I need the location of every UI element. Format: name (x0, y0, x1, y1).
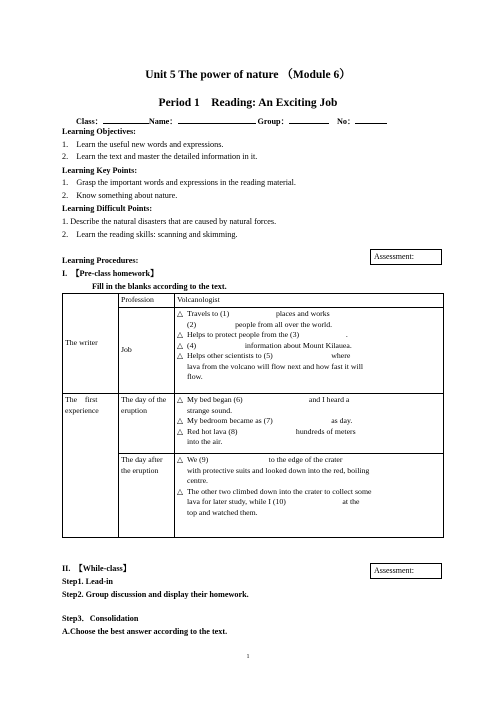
day-of-text[interactable]: My bedroom became as (7) as day. (187, 416, 353, 425)
page-title (0, 66, 496, 82)
fill-instruction: Fill in the blanks according to the text. (92, 282, 227, 291)
key-point-item: 1. Grasp the important words and expressions in the reading material. (62, 178, 296, 187)
no-label: No： (336, 117, 356, 126)
assessment-box-2[interactable] (370, 563, 442, 579)
name-label: Name： (148, 117, 178, 126)
day-after-text: The other two climbed down into the crater to collect some (187, 486, 372, 496)
first-experience-cell (63, 394, 119, 538)
day-after-text[interactable]: We (9) to the edge of the crater (187, 455, 343, 464)
key-points-heading: Learning Key Points: (62, 166, 138, 175)
class-label: Class： (76, 117, 103, 126)
day-after-item-6 (177, 508, 441, 519)
page-subtitle (0, 94, 496, 110)
difficult-point-item: 1. Describe the natural disasters that are caused by natural forces. (62, 217, 277, 226)
step1-lead-in: Step1. Lead-in (62, 577, 113, 586)
triangle-icon: △ (177, 426, 183, 436)
step3-consolidation: Step3．Consolidation (62, 614, 139, 623)
profession-label: Profession (121, 295, 154, 304)
job-item-3 (177, 330, 441, 341)
day-after-label: The day after the eruption (121, 455, 163, 475)
procedures-heading: Learning Procedures: (62, 256, 139, 265)
key-point-item: 2. Know something about nature. (62, 191, 178, 200)
job-items-cell (175, 308, 444, 394)
triangle-icon: △ (177, 340, 183, 350)
section-pre-class: I. 【Pre-class homework】 (62, 269, 159, 278)
day-after-item-4 (177, 487, 441, 498)
objective-item: 2. Learn the text and master the detailed information in it. (62, 152, 258, 161)
triangle-icon: △ (177, 486, 183, 496)
day-of-text: strange sound. (187, 405, 233, 415)
assessment-label: Assessment: (374, 566, 414, 575)
day-after-item-1 (177, 455, 441, 466)
step2-discussion: Step2. Group discussion and display their homework. (62, 590, 249, 599)
day-of-items-cell (175, 394, 444, 454)
writer-label: The writer (65, 338, 98, 348)
no-blank[interactable] (355, 115, 387, 124)
assessment-box-1[interactable] (370, 249, 442, 265)
section-while-class: II. 【While-class】 (62, 564, 131, 573)
day-after-text: with protective suits and looked down into the red, boiling (187, 465, 370, 475)
difficult-point-item: 2. Learn the reading skills: scanning and skimming. (62, 230, 238, 239)
objective-item: 1. Learn the useful new words and expressions. (62, 140, 224, 149)
triangle-icon: △ (177, 395, 183, 404)
job-item-2 (177, 320, 441, 331)
day-of-item-3 (177, 416, 441, 427)
day-of-item-4 (177, 427, 441, 438)
group-blank[interactable] (289, 115, 329, 124)
subtitle-text: Period 1 Reading: An Exciting Job (158, 97, 338, 109)
objectives-heading: Learning Objectives: (62, 127, 136, 136)
day-after-label-cell (119, 454, 175, 538)
triangle-icon: △ (177, 330, 183, 339)
day-of-item-5 (177, 437, 441, 448)
day-after-items-cell (175, 454, 444, 538)
job-text[interactable]: (2) people from all over the world. (187, 319, 333, 329)
group-label: Group： (257, 117, 289, 126)
job-label: Job (121, 345, 132, 355)
job-text: flow. (187, 372, 203, 381)
day-after-text: top and watched them. (187, 507, 258, 517)
profession-value: Volcanologist (177, 295, 220, 304)
profession-label-cell (119, 294, 175, 308)
triangle-icon: △ (177, 351, 183, 360)
first-experience-label: The first experience (65, 395, 99, 415)
exercise-a-instruction: A.Choose the best answer according to the text. (62, 627, 228, 636)
triangle-icon: △ (177, 455, 183, 464)
job-text[interactable]: (4) information about Mount Kilauea. (187, 340, 352, 350)
job-text[interactable]: Helps other scientists to (5) where (187, 351, 351, 360)
class-blank[interactable] (103, 115, 149, 124)
job-item-4 (177, 341, 441, 352)
job-text[interactable]: Travels to (1) places and works (187, 309, 330, 318)
day-of-item-2 (177, 406, 441, 417)
triangle-icon: △ (177, 309, 183, 318)
job-item-1 (177, 309, 441, 320)
assessment-label: Assessment: (374, 252, 414, 261)
homework-table (62, 293, 444, 538)
triangle-icon: △ (177, 416, 183, 425)
day-after-item-2 (177, 466, 441, 477)
job-text: lava from the volcano will flow next and how fast it will (187, 361, 364, 371)
name-blank[interactable] (178, 115, 256, 124)
day-after-item-3 (177, 476, 441, 487)
day-of-item-1 (177, 395, 441, 406)
title-text: Unit 5 The power of nature （Module 6） (145, 69, 351, 81)
difficult-points-heading: Learning Difficult Points: (62, 204, 153, 213)
profession-value-cell (175, 294, 444, 308)
writer-cell (63, 294, 119, 394)
day-after-item-5 (177, 497, 441, 508)
job-item-6 (177, 362, 441, 373)
day-of-label: The day of the eruption (121, 395, 167, 415)
day-of-text[interactable]: My bed began (6) and I heard a (187, 395, 350, 404)
day-after-text: centre. (187, 476, 208, 485)
page-number: 1 (246, 654, 250, 660)
job-item-7 (177, 372, 441, 383)
day-of-text[interactable]: Red hot lava (8) hundreds of meters (187, 426, 356, 436)
job-text[interactable]: Helps to protect people from the (3) . (187, 330, 348, 339)
info-line (76, 115, 387, 127)
day-after-text[interactable]: lava for later study, while I (10) at the (187, 497, 360, 506)
job-item-5 (177, 351, 441, 362)
day-of-label-cell (119, 394, 175, 454)
job-label-cell (119, 308, 175, 394)
day-of-text: into the air. (187, 437, 223, 446)
